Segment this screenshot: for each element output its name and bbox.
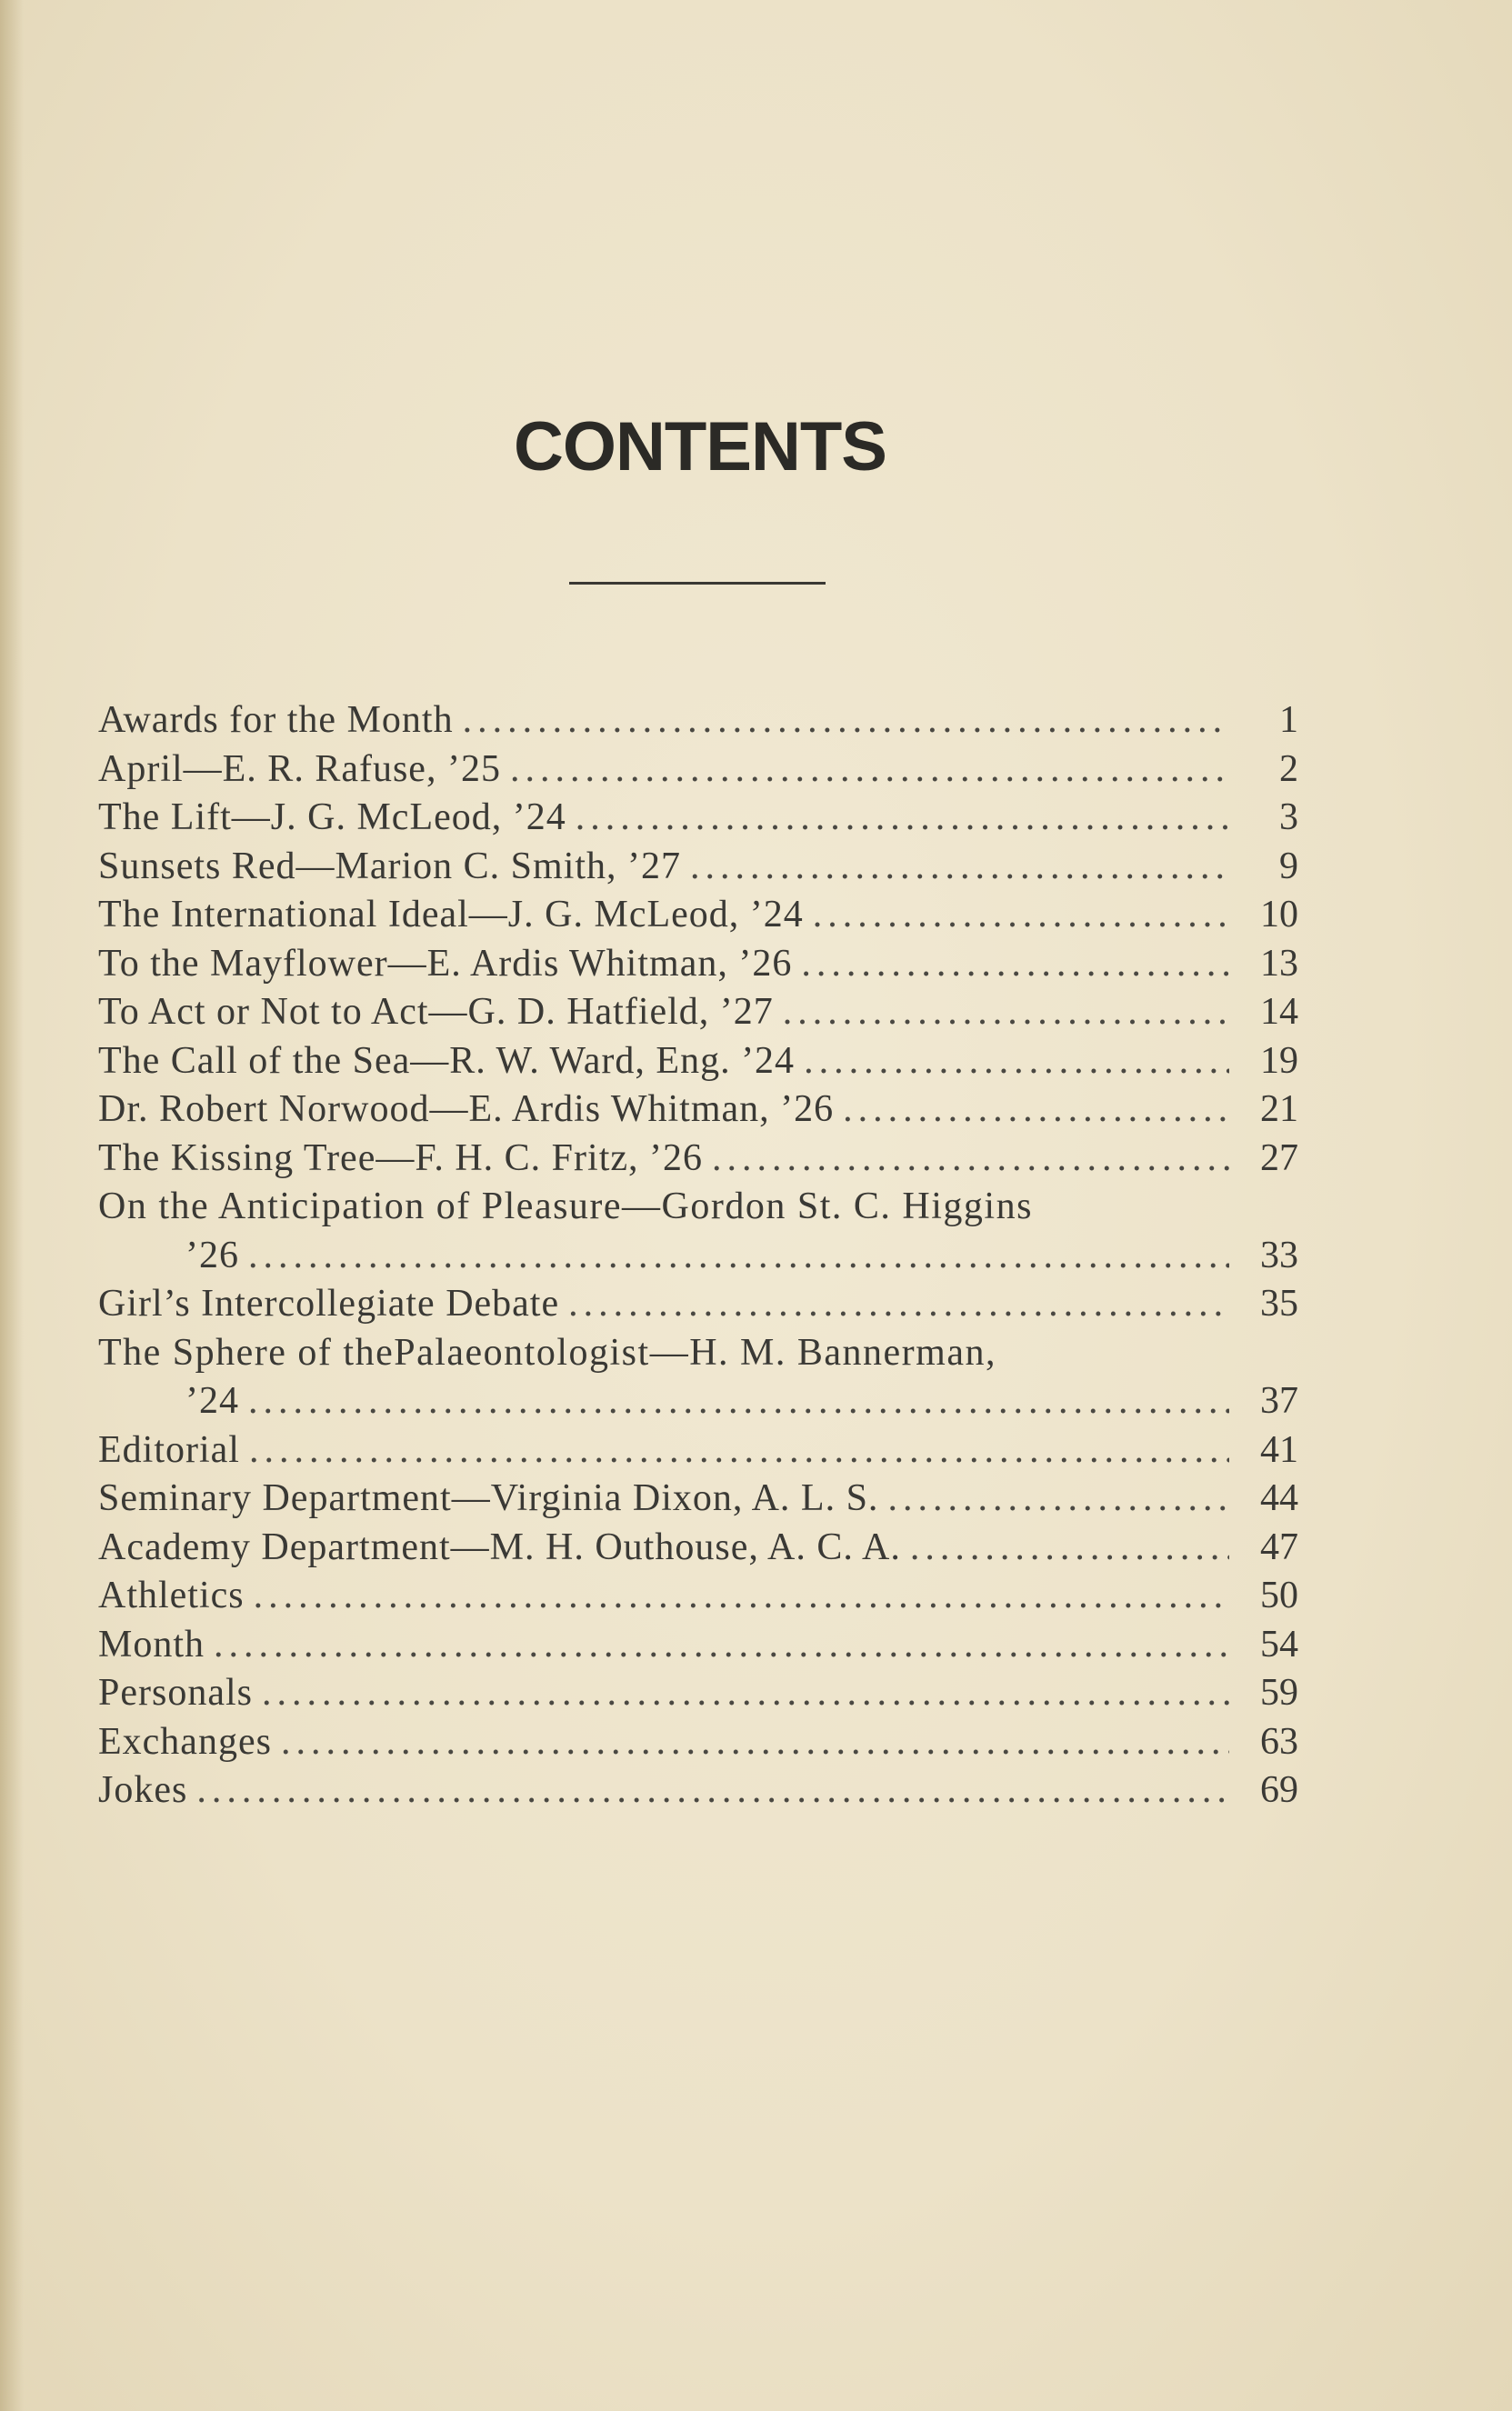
toc-entry-continuation (98, 1232, 1298, 1281)
dot-leader (843, 1085, 1229, 1135)
dot-leader (249, 1426, 1229, 1476)
toc-entry-title: Seminary Department—Virginia Dixon, A. L. S. (98, 1477, 879, 1519)
toc-entry (98, 1621, 1298, 1670)
toc-entry (98, 1183, 1298, 1232)
toc-entry-title: Jokes (98, 1769, 188, 1811)
toc-entry (98, 1572, 1298, 1621)
dot-leader (576, 794, 1229, 843)
toc-entry-title: Dr. Robert Norwood—E. Ardis Whitman, ’26 (98, 1088, 835, 1130)
toc-page-number: 33 (1260, 1234, 1298, 1276)
toc-entry (98, 940, 1298, 989)
toc-entry (98, 1669, 1298, 1718)
toc-page-number: 1 (1279, 699, 1298, 741)
toc-entry (98, 1426, 1298, 1476)
toc-entry (98, 1475, 1298, 1524)
toc-page-number: 44 (1260, 1477, 1298, 1519)
title-rule (569, 582, 826, 585)
toc-entry (98, 1718, 1298, 1767)
toc-entry-title-continued: ’24 (185, 1380, 239, 1422)
toc-entry (98, 1085, 1298, 1135)
toc-page-number: 14 (1260, 991, 1298, 1033)
dot-leader (690, 843, 1229, 892)
toc-page-number: 27 (1260, 1136, 1298, 1179)
toc-entry-continuation (98, 1377, 1298, 1426)
toc-page-number: 13 (1260, 942, 1298, 985)
dot-leader (248, 1232, 1229, 1281)
toc-entry (98, 891, 1298, 940)
dot-leader (248, 1377, 1229, 1426)
toc-entry-title: Month (98, 1623, 205, 1666)
toc-entry (98, 1766, 1298, 1816)
toc-page-number: 2 (1279, 747, 1298, 790)
toc-entry-title: The International Ideal—J. G. McLeod, ’24 (98, 894, 804, 935)
toc-entry (98, 1037, 1298, 1086)
toc-entry-title: Academy Department—M. H. Outhouse, A. C. A. (98, 1526, 901, 1568)
toc-entry-title: Personals (98, 1672, 253, 1714)
dot-leader (196, 1766, 1229, 1816)
table-of-contents (98, 696, 1298, 1816)
toc-entry (98, 988, 1298, 1037)
dot-leader (887, 1475, 1229, 1524)
dot-leader (712, 1135, 1229, 1184)
toc-page-number: 9 (1279, 845, 1298, 887)
toc-entry-title: Exchanges (98, 1720, 272, 1763)
toc-entry-title: The Kissing Tree—F. H. C. Fritz, ’26 (98, 1136, 703, 1179)
toc-page-number: 69 (1260, 1769, 1298, 1811)
toc-entry-title: Athletics (98, 1575, 245, 1616)
toc-entry-title: Girl’s Intercollegiate Debate (98, 1283, 560, 1325)
dot-leader (801, 940, 1229, 989)
toc-entry (98, 696, 1298, 745)
toc-entry-title: The Lift—J. G. McLeod, ’24 (98, 796, 566, 838)
toc-entry (98, 1135, 1298, 1184)
dot-leader (463, 696, 1229, 745)
toc-entry-title: On the Anticipation of Pleasure—Gordon St. C. Higgins (98, 1185, 1033, 1227)
toc-entry (98, 1280, 1298, 1329)
toc-page-number: 10 (1260, 894, 1298, 935)
toc-entry-title: To Act or Not to Act—G. D. Hatfield, ’27 (98, 991, 774, 1033)
toc-entry (98, 1329, 1298, 1378)
toc-page-number: 41 (1260, 1428, 1298, 1471)
dot-leader (214, 1621, 1229, 1670)
dot-leader (813, 891, 1229, 940)
toc-entry-title: April—E. R. Rafuse, ’25 (98, 747, 501, 790)
toc-page-number: 35 (1260, 1283, 1298, 1325)
dot-leader (568, 1280, 1229, 1329)
toc-entry (98, 1524, 1298, 1573)
toc-page-number: 59 (1260, 1672, 1298, 1714)
toc-page-number: 47 (1260, 1526, 1298, 1568)
toc-entry-title: The Call of the Sea—R. W. Ward, Eng. ’24 (98, 1039, 796, 1082)
dot-leader (262, 1669, 1229, 1718)
dot-leader (783, 988, 1229, 1037)
dot-leader (804, 1037, 1229, 1086)
toc-entry-title: Editorial (98, 1428, 240, 1471)
toc-page-number: 54 (1260, 1623, 1298, 1666)
toc-page-number: 37 (1260, 1380, 1298, 1422)
toc-entry-title: Sunsets Red—Marion C. Smith, ’27 (98, 845, 682, 887)
dot-leader (910, 1524, 1229, 1573)
toc-page-number: 19 (1260, 1039, 1298, 1082)
toc-page-number: 63 (1260, 1720, 1298, 1763)
dot-leader (281, 1718, 1229, 1767)
toc-entry-title: Awards for the Month (98, 699, 454, 741)
toc-page-number: 3 (1279, 796, 1298, 838)
page-title: CONTENTS (514, 408, 886, 485)
toc-entry-title: The Sphere of thePalaeontologist—H. M. Bannerman, (98, 1331, 996, 1374)
dot-leader (254, 1572, 1229, 1621)
toc-entry (98, 745, 1298, 795)
toc-entry-title: To the Mayflower—E. Ardis Whitman, ’26 (98, 942, 793, 985)
dot-leader (510, 745, 1229, 795)
toc-entry (98, 843, 1298, 892)
toc-entry-title-continued: ’26 (185, 1234, 239, 1276)
toc-page-number: 50 (1260, 1575, 1298, 1616)
toc-page-number: 21 (1260, 1088, 1298, 1130)
toc-entry (98, 794, 1298, 843)
